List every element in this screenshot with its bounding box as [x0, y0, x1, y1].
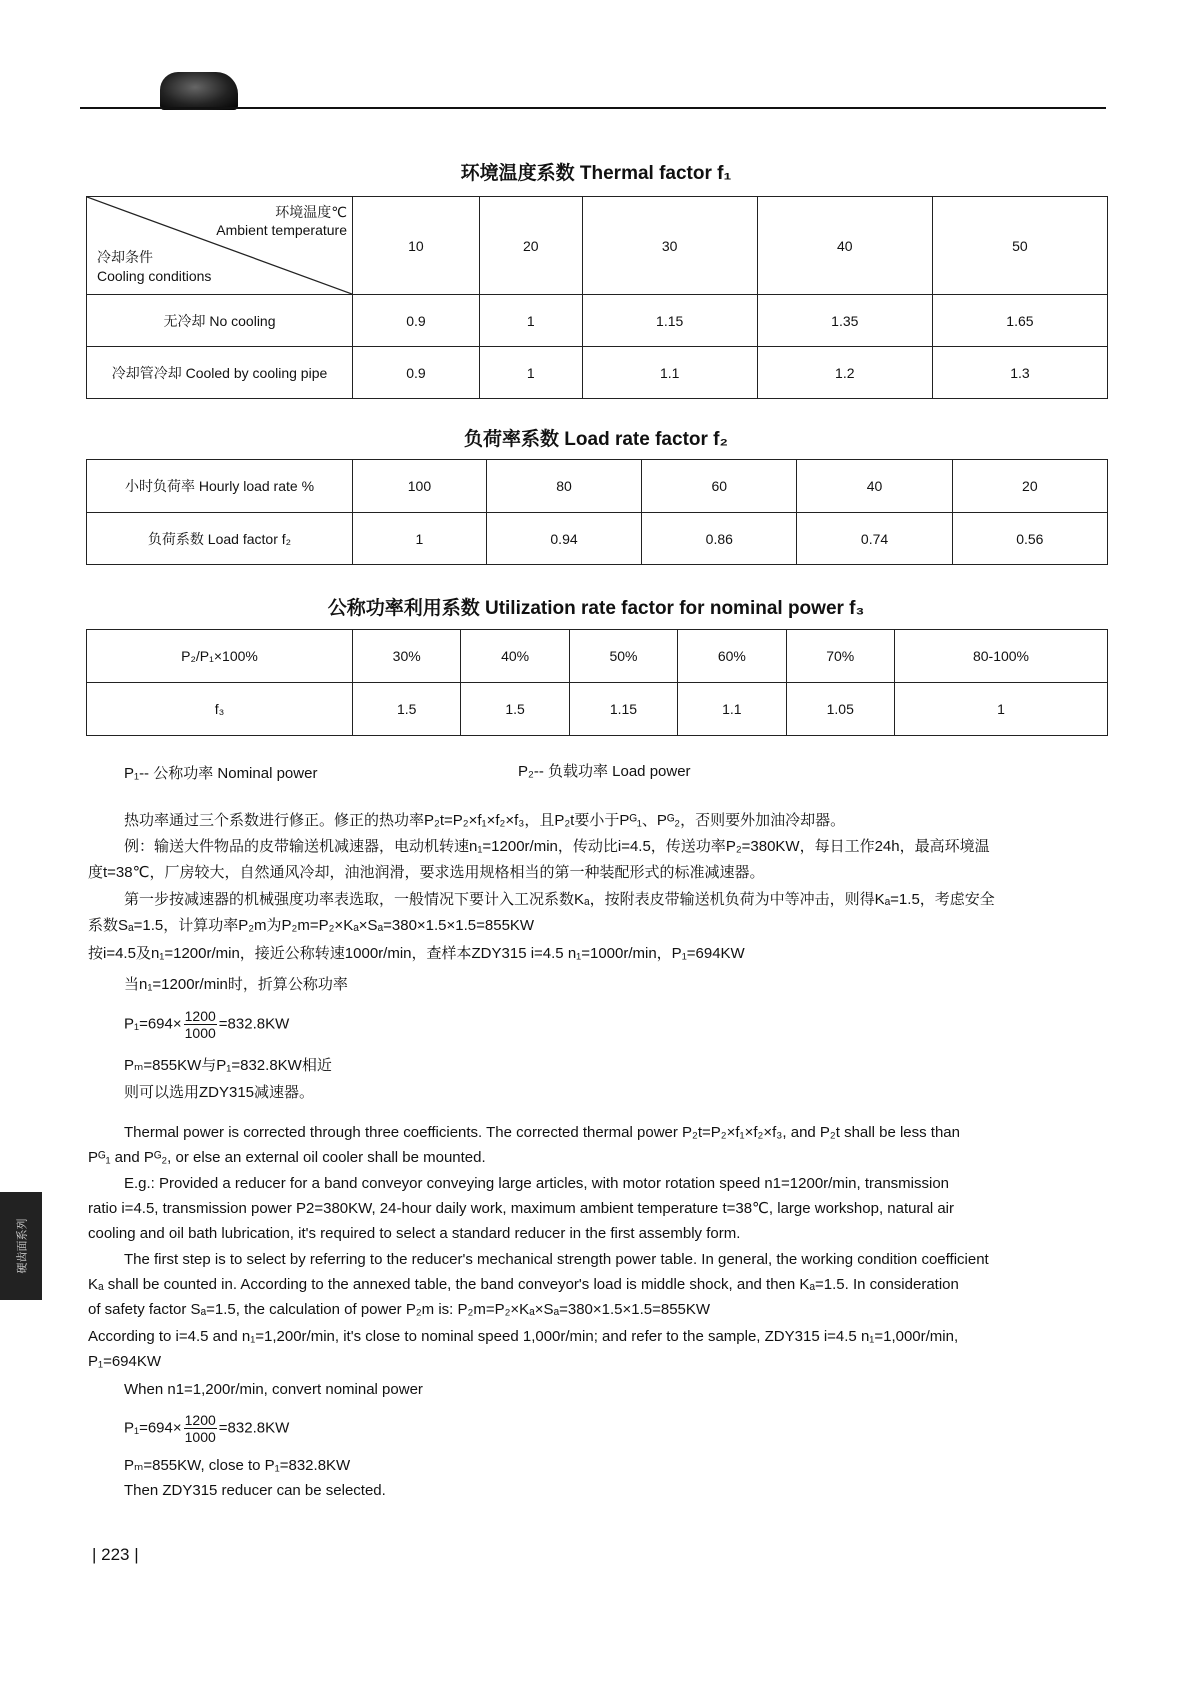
table-cell: 0.74: [797, 513, 952, 565]
en-line: of safety factor Sₐ=1.5, the calculation of power P₂m is: P₂m=P₂×Kₐ×Sₐ=380×1.5×1.5=855KW: [88, 1301, 711, 1318]
numerator: 1200: [184, 1412, 216, 1428]
table-cell: 80-100%: [894, 630, 1107, 683]
table-cell: 1.05: [786, 683, 894, 736]
thermal-table-title: 环境温度系数 Thermal factor f₁: [460, 163, 732, 184]
row-label: P₂/P₁×100%: [87, 630, 353, 683]
load-rate-table: [86, 459, 1108, 565]
formula-result: =832.8KW: [218, 1419, 290, 1437]
side-tab: [0, 1192, 42, 1300]
temp-cell: 10: [353, 197, 480, 295]
cn-line: 例：输送大件物品的皮带输送机减速器，电动机转速n₁=1200r/min，传动比i=4.5，传送功率P₂=380KW，每日工作24h，最高环境温: [124, 838, 990, 855]
en-line: Pₘ=855KW, close to P₁=832.8KW: [124, 1457, 351, 1474]
en-line: Pᴳ₁ and Pᴳ₂, or else an external oil cooler shall be mounted.: [88, 1149, 486, 1166]
table-cell: 1.15: [569, 683, 677, 736]
page-number: | 223 |: [92, 1545, 139, 1564]
cn-line: 则可以选用ZDY315减速器。: [124, 1084, 315, 1101]
temp-cell: 50: [932, 197, 1107, 295]
en-formula: [124, 1412, 289, 1445]
table-cell: 0.86: [642, 513, 797, 565]
table-cell: 1.1: [582, 347, 757, 399]
numerator: 1200: [184, 1008, 216, 1024]
en-line: Thermal power is corrected through three coefficients. The corrected thermal power P₂t=P₂×f₁×f₂×f₃, and P₂t shall be less than: [124, 1124, 960, 1141]
cn-line: 热功率通过三个系数进行修正。修正的热功率P₂t=P₂×f₁×f₂×f₃，且P₂t要小于Pᴳ₁、Pᴳ₂，否则要外加油冷却器。: [124, 812, 846, 829]
table-cell: 0.9: [353, 347, 480, 399]
table-cell: 1.3: [932, 347, 1107, 399]
table-row: [87, 513, 1108, 565]
en-line: When n1=1,200r/min, convert nominal power: [124, 1381, 423, 1398]
en-line: P₁=694KW: [88, 1353, 162, 1370]
formula-prefix: P₁=694×: [124, 1015, 182, 1033]
utilization-table: [86, 629, 1108, 736]
table-cell: 1: [894, 683, 1107, 736]
table-row: [87, 630, 1108, 683]
table-cell: 100: [353, 460, 487, 513]
cn-line: 当n₁=1200r/min时，折算公称功率: [124, 976, 348, 993]
temp-cell: 20: [479, 197, 582, 295]
fraction: [184, 1008, 217, 1041]
cn-line: 系数Sₐ=1.5，计算功率P₂m为P₂m=P₂×Kₐ×Sₐ=380×1.5×1.5=855KW: [88, 917, 535, 934]
table-cell: 1.5: [461, 683, 569, 736]
en-line: ratio i=4.5, transmission power P2=380KW, 24-hour daily work, maximum ambient temperature t=38℃, large workshop, natural air: [88, 1200, 954, 1217]
table-cell: 1: [479, 347, 582, 399]
row-label: f₃: [87, 683, 353, 736]
reducer-machine-image: [160, 72, 238, 110]
denominator: 1000: [184, 1429, 216, 1445]
table-cell: 1.5: [353, 683, 461, 736]
cn-line: 第一步按减速器的机械强度功率表选取，一般情况下要计入工况系数Kₐ，按附表皮带输送机负荷为中等冲击，则得Kₐ=1.5，考虑安全: [124, 891, 995, 908]
row-label: 无冷却 No cooling: [87, 295, 353, 347]
cooling-cond-en: Cooling conditions: [97, 268, 212, 284]
fraction: [184, 1412, 217, 1445]
row-label: 负荷系数 Load factor f₂: [87, 513, 353, 565]
en-line: Then ZDY315 reducer can be selected.: [124, 1482, 386, 1499]
load-table-title: 负荷率系数 Load rate factor f₂: [464, 429, 728, 450]
formula-result: =832.8KW: [218, 1015, 290, 1033]
table-cell: 20: [952, 460, 1107, 513]
legend-p1: P₁-- 公称功率 Nominal power: [124, 765, 318, 782]
table-cell: 1.1: [678, 683, 786, 736]
temp-cell: 30: [582, 197, 757, 295]
denominator: 1000: [184, 1025, 216, 1041]
header-rule: [80, 107, 1106, 109]
en-line: The first step is to select by referring to the reducer's mechanical strength power table. In general, the working condition coefficient: [124, 1251, 989, 1268]
table-cell: 1: [479, 295, 582, 347]
table-cell: 0.94: [486, 513, 641, 565]
table-cell: 60%: [678, 630, 786, 683]
table-cell: 50%: [569, 630, 677, 683]
cn-line: Pₘ=855KW与P₁=832.8KW相近: [124, 1057, 332, 1074]
table-row: [87, 460, 1108, 513]
table-row: [87, 295, 1108, 347]
cn-formula: [124, 1008, 289, 1041]
util-table-title: 公称功率利用系数 Utilization rate factor for nominal power f₃: [327, 598, 865, 619]
ambient-temp-cn: 环境温度℃: [275, 204, 347, 220]
table-cell: 1.35: [757, 295, 932, 347]
thermal-factor-table: [86, 196, 1108, 399]
table-cell: 80: [486, 460, 641, 513]
en-line: cooling and oil bath lubrication, it's required to select a standard reducer in the first assembly form.: [88, 1225, 741, 1242]
legend-p2: P₂-- 负载功率 Load power: [518, 763, 691, 780]
ambient-temp-en: Ambient temperature: [216, 222, 347, 238]
table-cell: 40%: [461, 630, 569, 683]
table-cell: 30%: [353, 630, 461, 683]
formula-prefix: P₁=694×: [124, 1419, 182, 1437]
en-line: E.g.: Provided a reducer for a band conveyor conveying large articles, with motor rotation speed n1=1200r/min, transmission: [124, 1175, 950, 1192]
temp-cell: 40: [757, 197, 932, 295]
en-line: According to i=4.5 and n₁=1,200r/min, it's close to nominal speed 1,000r/min; and refer to the sample, ZDY315 i=4.5 n₁=1,000r/min,: [88, 1328, 959, 1345]
cn-line: 按i=4.5及n₁=1200r/min，接近公称转速1000r/min，查样本ZDY315 i=4.5 n₁=1000r/min，P₁=694KW: [88, 945, 745, 962]
row-label: 小时负荷率 Hourly load rate %: [87, 460, 353, 513]
table-cell: 60: [642, 460, 797, 513]
table-cell: 1.15: [582, 295, 757, 347]
row-label: 冷却管冷却 Cooled by cooling pipe: [87, 347, 353, 399]
table-cell: 1: [353, 513, 487, 565]
table-cell: 0.56: [952, 513, 1107, 565]
table-row: [87, 683, 1108, 736]
en-line: Kₐ shall be counted in. According to the annexed table, the band conveyor's load is middle shock, and then Kₐ=1.5. In consideration: [88, 1276, 959, 1293]
table-cell: 70%: [786, 630, 894, 683]
cn-line: 度t=38℃，厂房较大，自然通风冷却，油池润滑，要求选用规格相当的第一种装配形式的标准减速器。: [88, 864, 765, 881]
table-cell: 40: [797, 460, 952, 513]
side-tab-label: 硬齿面系列: [16, 1218, 28, 1274]
cooling-cond-cn: 冷却条件: [97, 249, 153, 265]
table-cell: 1.2: [757, 347, 932, 399]
table-row: [87, 347, 1108, 399]
table-cell: 0.9: [353, 295, 480, 347]
table-cell: 1.65: [932, 295, 1107, 347]
thermal-corner-cell: [87, 197, 353, 295]
